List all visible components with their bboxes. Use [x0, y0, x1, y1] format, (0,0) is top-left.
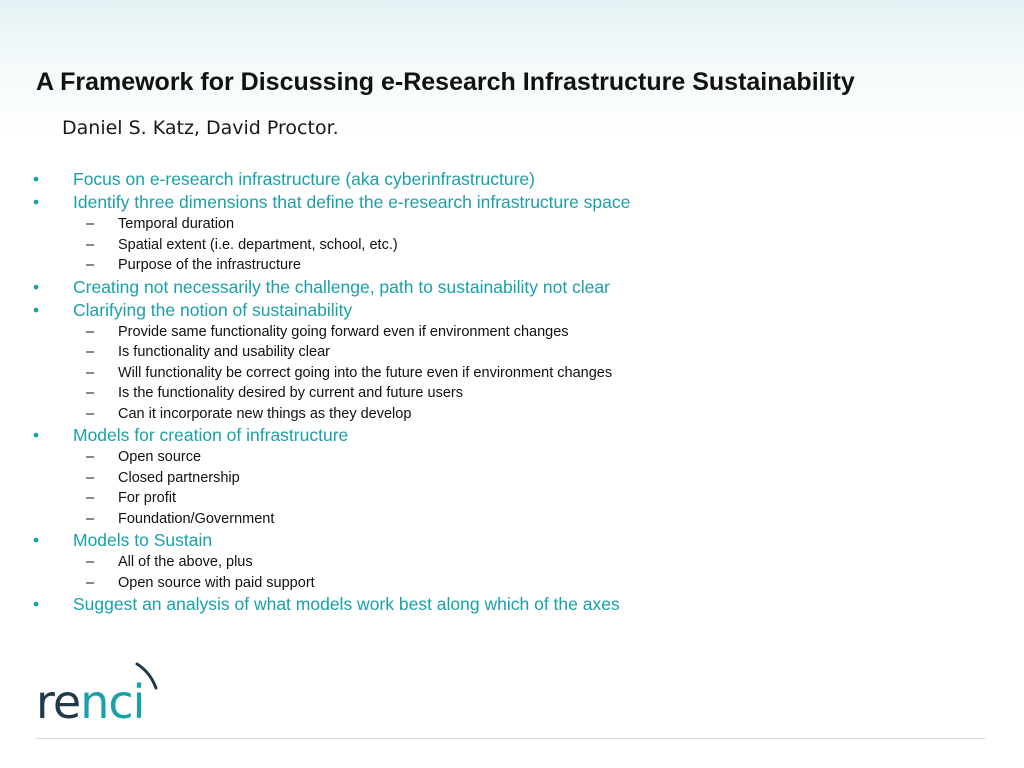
bullet-text: Models for creation of infrastructure: [73, 425, 349, 445]
dash-marker: –: [86, 510, 95, 527]
sub-bullet-text: For profit: [118, 490, 177, 506]
sub-bullet-text: Can it incorporate new things as they develop: [118, 405, 412, 422]
dash-marker: –: [86, 554, 95, 570]
sub-bullet-text: Spatial extent (i.e. department, school, etc.): [118, 236, 398, 253]
bullet-item: [0, 424, 1000, 447]
sub-bullet-item: [0, 342, 1000, 363]
bullet-text: Models to Sustain: [73, 530, 213, 550]
sub-bullet-text: Temporal duration: [118, 216, 235, 232]
dash-marker: –: [86, 236, 95, 253]
sub-bullet-text: Will functionality be correct going into the future even if environment changes: [118, 364, 613, 381]
sub-bullet-item: [0, 573, 1000, 594]
bullet-text: Clarifying the notion of sustainability: [73, 299, 353, 320]
bullet-text: Focus on e-research infrastructure (aka cyberinfrastructure): [73, 169, 535, 189]
sub-bullet-item: [0, 255, 1000, 276]
sub-bullet-item: [0, 509, 1000, 530]
sub-bullet-text: Provide same functionality going forward even if environment changes: [118, 323, 569, 340]
sub-bullet-text: Purpose of the infrastructure: [118, 257, 301, 273]
sub-bullet-item: [0, 235, 1000, 256]
bullet-marker: •: [33, 299, 40, 320]
dash-marker: –: [86, 364, 95, 381]
sub-bullet-text: Foundation/Government: [118, 510, 275, 527]
sub-bullet-item: [0, 363, 1000, 384]
sub-bullet-text: Open source with paid support: [118, 574, 315, 591]
sub-bullet-item: [0, 404, 1000, 425]
sub-bullet-item: [0, 488, 1000, 509]
sub-bullet-text: All of the above, plus: [118, 554, 253, 570]
bullet-list: [0, 168, 1000, 616]
bullet-marker: •: [33, 169, 40, 189]
sub-bullet-text: Is the functionality desired by current and future users: [118, 385, 463, 401]
dash-marker: –: [86, 449, 95, 465]
sub-bullet-item: [0, 447, 1000, 468]
sub-bullet-item: [0, 383, 1000, 404]
bullet-item: [0, 299, 1000, 322]
dash-marker: –: [86, 469, 95, 486]
slide-subtitle: Daniel S. Katz, David Proctor.: [62, 117, 339, 139]
sub-bullet-text: Open source: [118, 449, 202, 465]
sub-bullet-text: Is functionality and usability clear: [118, 344, 330, 360]
dash-marker: –: [86, 216, 95, 232]
renci-logo: [36, 660, 166, 725]
sub-bullet-text: Closed partnership: [118, 469, 240, 486]
bullet-item: [0, 276, 1000, 299]
sub-bullet-item: [0, 552, 1000, 573]
bullet-marker: •: [33, 594, 40, 614]
bullet-marker: •: [33, 530, 40, 550]
dash-marker: –: [86, 385, 95, 401]
dash-marker: –: [86, 344, 95, 360]
footer-divider: [36, 738, 986, 739]
sub-bullet-item: [0, 214, 1000, 235]
bullet-item: [0, 593, 1000, 616]
dash-marker: –: [86, 574, 95, 591]
bullet-text: Suggest an analysis of what models work best along which of the axes: [73, 594, 620, 614]
sub-bullet-item: [0, 322, 1000, 343]
bullet-marker: •: [33, 425, 40, 445]
bullet-text: Creating not necessarily the challenge, path to sustainability not clear: [73, 276, 610, 297]
sub-bullet-item: [0, 468, 1000, 489]
bullet-marker: •: [33, 192, 40, 212]
dash-marker: –: [86, 323, 95, 340]
bullet-item: [0, 191, 1000, 214]
bullet-item: [0, 168, 1000, 191]
slide-title: A Framework for Discussing e-Research Infrastructure Sustainability: [36, 68, 855, 96]
bullet-item: [0, 529, 1000, 552]
dash-marker: –: [86, 257, 95, 273]
dash-marker: –: [86, 405, 95, 422]
bullet-text: Identify three dimensions that define the e-research infrastructure space: [73, 192, 631, 212]
svg-text:renci: renci: [36, 675, 145, 725]
bullet-marker: •: [33, 276, 40, 297]
dash-marker: –: [86, 490, 95, 506]
